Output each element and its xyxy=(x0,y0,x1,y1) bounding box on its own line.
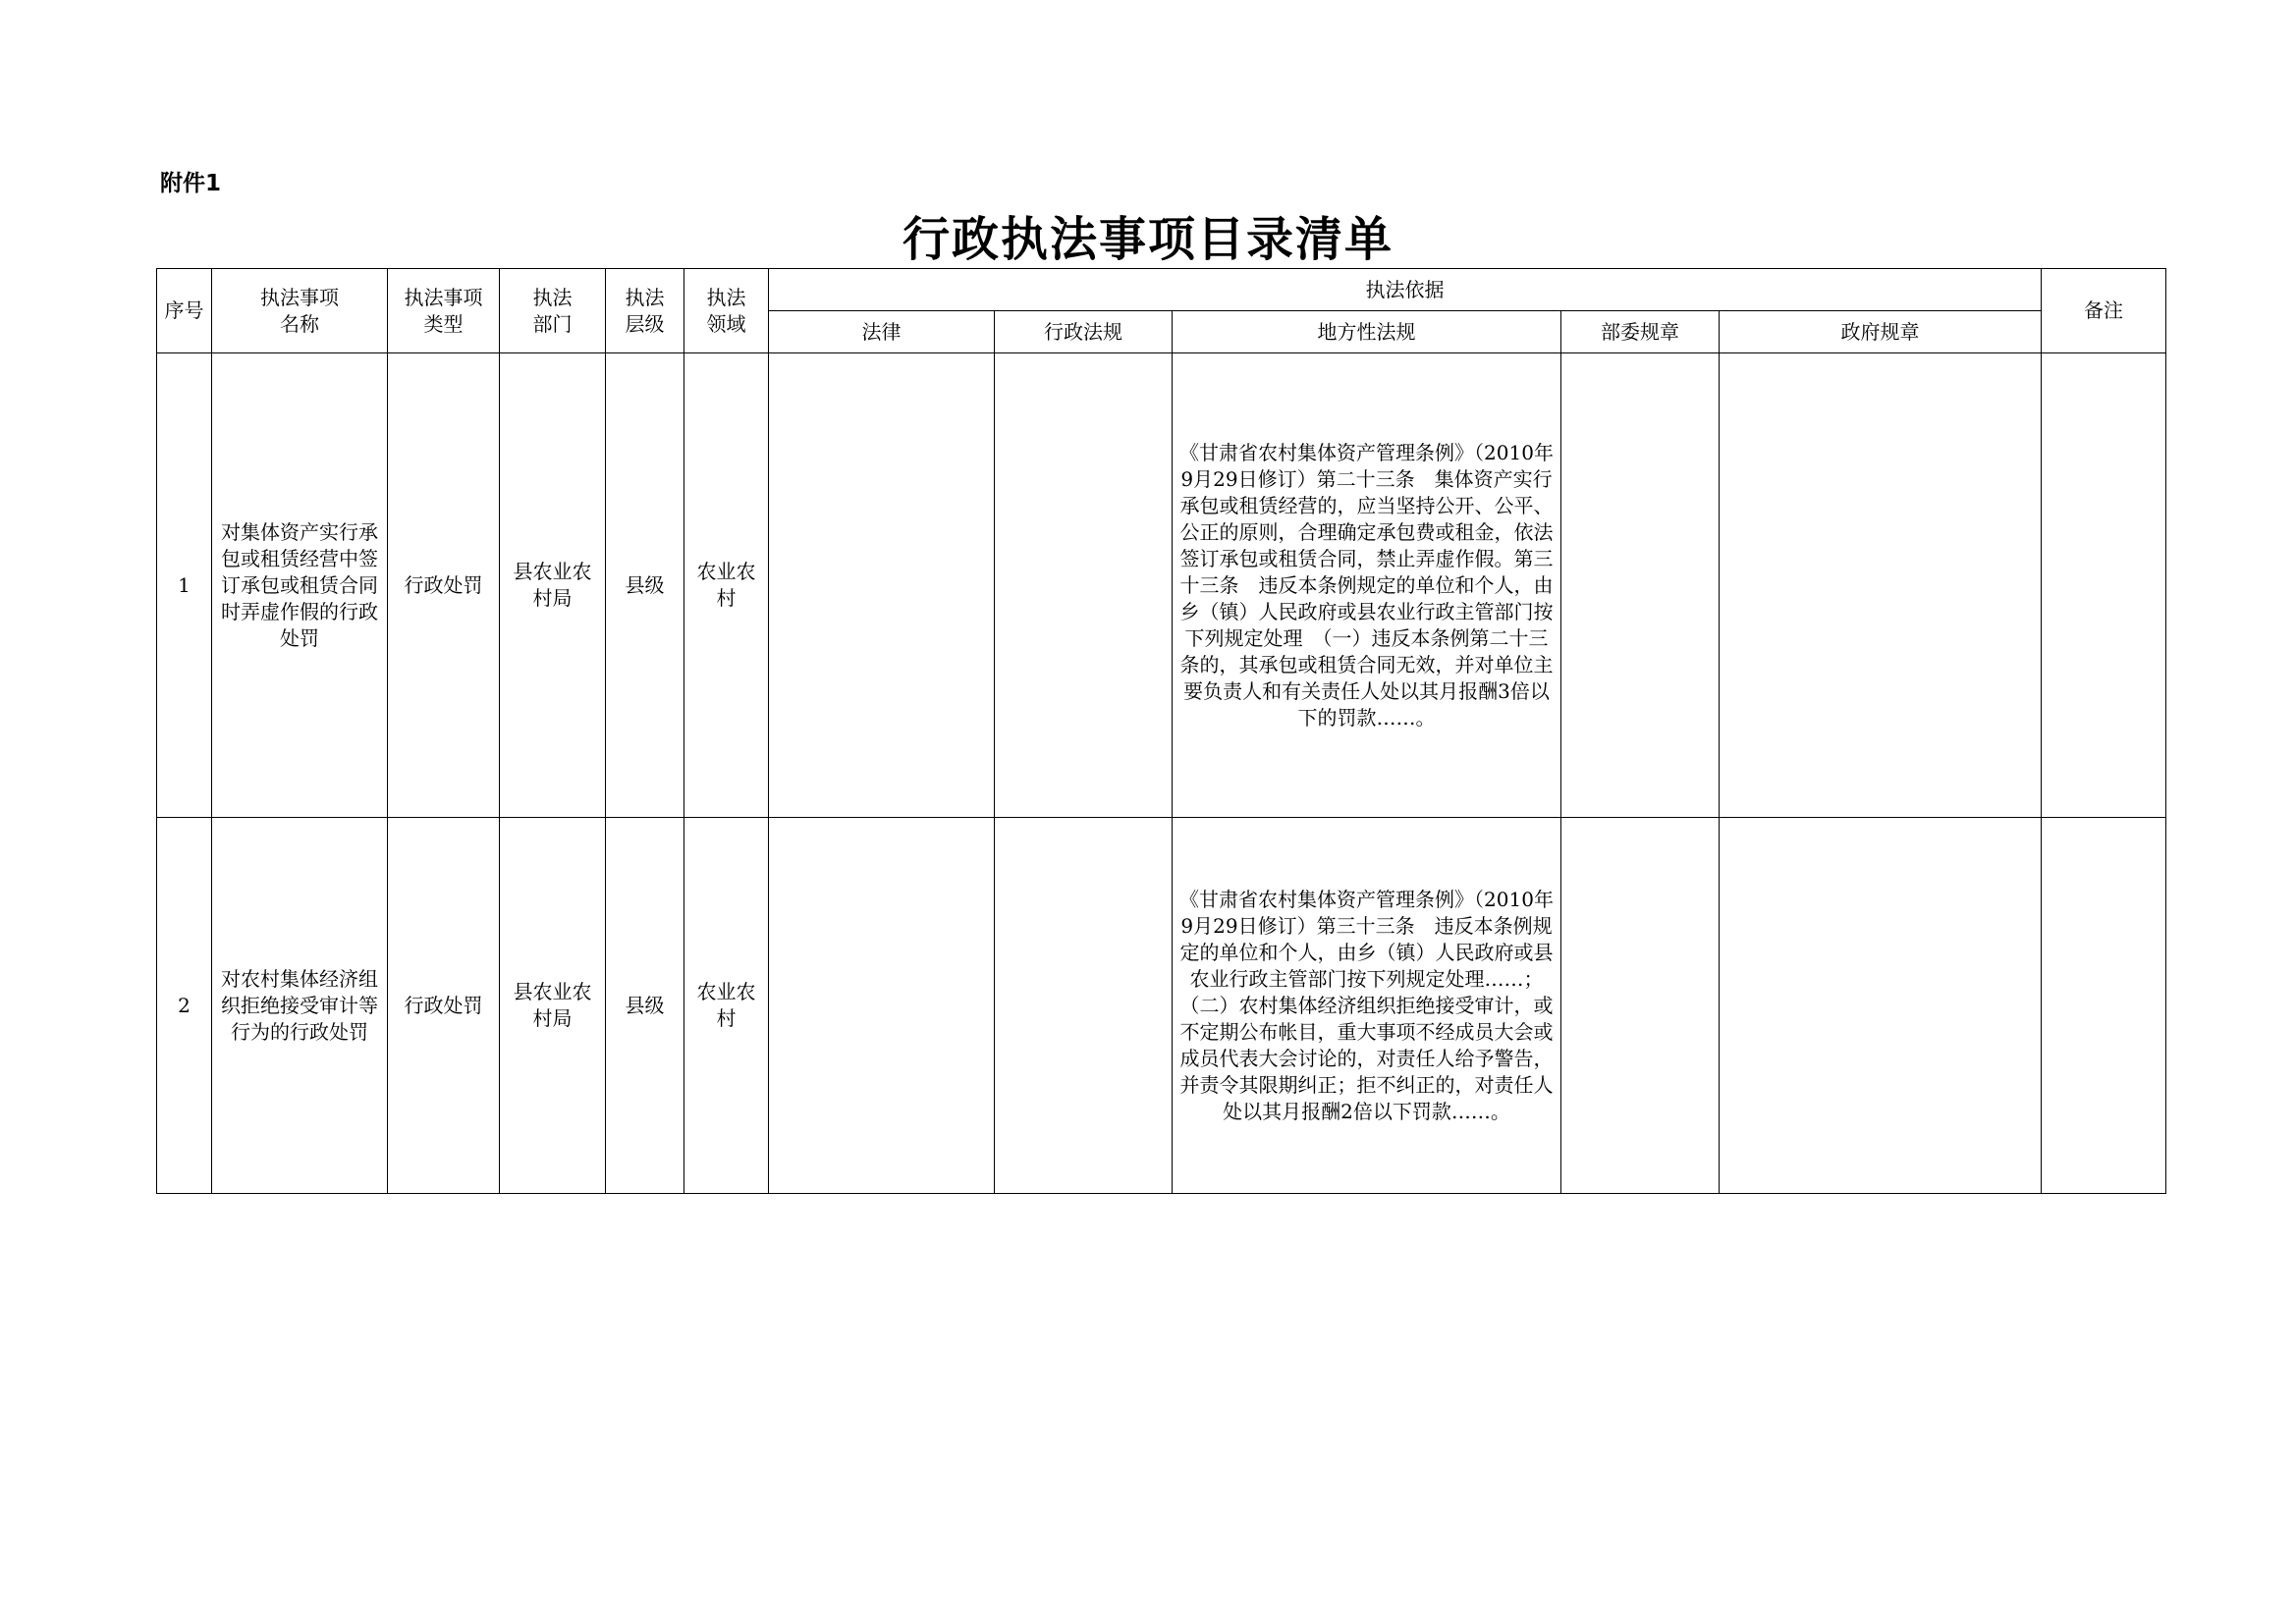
cell-item-type: 行政处罚 xyxy=(388,818,500,1194)
table-header xyxy=(157,269,2166,353)
cell-level: 县级 xyxy=(606,818,684,1194)
cell-item-name: 对集体资产实行承包或租赁经营中签订承包或租赁合同时弄虚作假的行政处罚 xyxy=(212,353,388,818)
cell-local-regulation: 《甘肃省农村集体资产管理条例》（2010年9月29日修订）第二十三条 集体资产实行承包或租赁经营的，应当坚持公开、公平、公正的原则，合理确定承包费或租金，依法签订承包或租赁合同，禁止弄虚作假。第三十三条 违反本条例规定的单位和个人，由乡（镇）人民政府或县农业行政主管部门按下列规定处理 （一）违反本条例第二十三条的，其承包或租赁合同无效，并对单位主要负责人和有关责任人处以其月报酬3倍以下的罚款……。 xyxy=(1173,353,1561,818)
cell-domain: 农业农村 xyxy=(684,818,769,1194)
table-row xyxy=(157,353,2166,818)
cell-government-rule xyxy=(1720,818,2042,1194)
cell-remark xyxy=(2042,818,2166,1194)
cell-item-type: 行政处罚 xyxy=(388,353,500,818)
cell-domain: 农业农村 xyxy=(684,353,769,818)
cell-law xyxy=(769,818,995,1194)
header-remark: 备注 xyxy=(2042,269,2166,353)
header-law: 法律 xyxy=(769,311,995,353)
header-ministry-rule: 部委规章 xyxy=(1561,311,1720,353)
header-government-rule: 政府规章 xyxy=(1720,311,2042,353)
enforcement-items-table xyxy=(156,268,2166,1194)
cell-seq: 1 xyxy=(157,353,212,818)
header-item-type: 执法事项 类型 xyxy=(388,269,500,353)
cell-admin-regulation xyxy=(995,353,1173,818)
attachment-label: 附件1 xyxy=(160,171,222,196)
table-body xyxy=(157,353,2166,1194)
cell-seq: 2 xyxy=(157,818,212,1194)
cell-level: 县级 xyxy=(606,353,684,818)
document-title: 行政执法事项目录清单 xyxy=(902,212,1394,267)
cell-admin-regulation xyxy=(995,818,1173,1194)
table-row xyxy=(157,818,2166,1194)
header-level: 执法 层级 xyxy=(606,269,684,353)
cell-ministry-rule xyxy=(1561,818,1720,1194)
header-enforcement-basis: 执法依据 xyxy=(769,269,2042,311)
cell-department: 县农业农村局 xyxy=(500,818,606,1194)
cell-item-name: 对农村集体经济组织拒绝接受审计等行为的行政处罚 xyxy=(212,818,388,1194)
header-item-name: 执法事项 名称 xyxy=(212,269,388,353)
header-department: 执法 部门 xyxy=(500,269,606,353)
header-local-regulation: 地方性法规 xyxy=(1173,311,1561,353)
cell-remark xyxy=(2042,353,2166,818)
cell-ministry-rule xyxy=(1561,353,1720,818)
header-seq: 序号 xyxy=(157,269,212,353)
cell-government-rule xyxy=(1720,353,2042,818)
header-admin-regulation: 行政法规 xyxy=(995,311,1173,353)
cell-local-regulation: 《甘肃省农村集体资产管理条例》（2010年9月29日修订）第三十三条 违反本条例规定的单位和个人，由乡（镇）人民政府或县农业行政主管部门按下列规定处理……；（二）农村集体经济组织拒绝接受审计，或不定期公布帐目，重大事项不经成员大会或成员代表大会讨论的，对责任人给予警告，并责令其限期纠正；拒不纠正的，对责任人处以其月报酬2倍以下罚款……。 xyxy=(1173,818,1561,1194)
header-domain: 执法 领域 xyxy=(684,269,769,353)
cell-department: 县农业农村局 xyxy=(500,353,606,818)
cell-law xyxy=(769,353,995,818)
